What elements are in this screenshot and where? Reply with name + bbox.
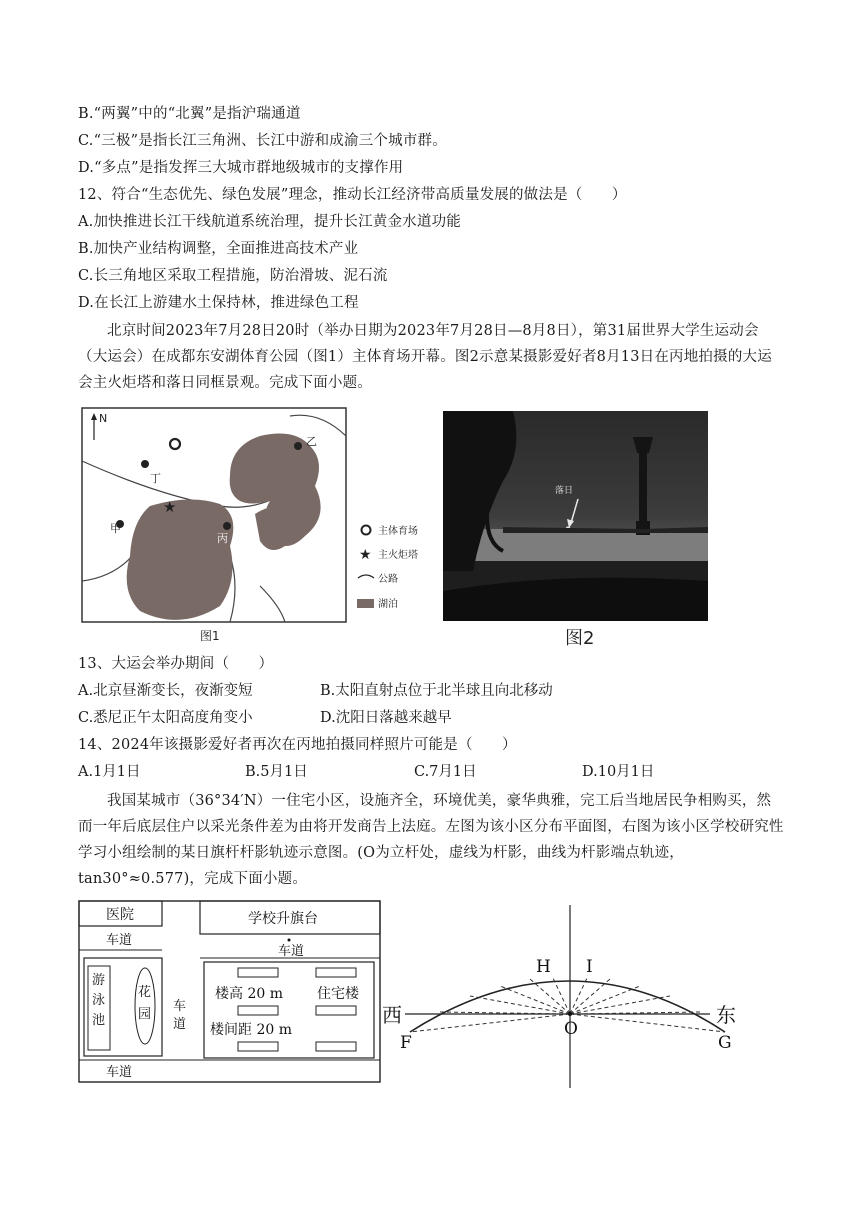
option-12-c: C.长三角地区采取工程措施，防治滑坡、泥石流	[78, 268, 388, 284]
legend-torch: 主火炬塔	[378, 550, 418, 561]
option-12-d: D.在长江上游建水土保持林，推进绿色工程	[78, 295, 359, 311]
place-jia: 甲	[110, 522, 121, 535]
building-height-label: 楼高 20 m	[215, 986, 283, 1002]
option-13-d: D.沈阳日落越来越早	[320, 710, 452, 726]
passage-universiade: 北京时间2023年7月28日20时（举办日期为2023年7月28日—8月8日），第31届世界大学生运动会（大运会）在成都东安湖体育公园（图1）主体育场开幕。图2示意某摄影爱好者8月13日在丙地拍摄的大运会主火炬塔和落日同框景观。完成下面小题。	[78, 323, 772, 391]
road-label-1: 车道	[106, 933, 133, 948]
legend-lake: 湖泊	[378, 599, 398, 610]
point-o-label: O	[564, 1019, 578, 1039]
figure-2-photo	[443, 411, 708, 647]
question-14-stem: 14、2024年该摄影爱好者再次在丙地拍摄同样照片可能是（ ）	[78, 737, 517, 753]
road-label-3: 车	[173, 999, 187, 1014]
option-14-c: C.7月1日	[414, 764, 477, 780]
building-label: 住宅楼	[317, 986, 359, 1002]
figure-shadow-trajectory	[380, 900, 760, 1090]
option-13-b: B.太阳直射点位于北半球且向北移动	[320, 683, 553, 699]
svg-text:★: ★	[359, 547, 372, 563]
option-11-b: B.“两翼”中的“北翼”是指沪瑞通道	[78, 106, 301, 122]
sunset-label: 落日	[555, 486, 574, 496]
question-13-stem: 13、大运会举办期间（ ）	[78, 656, 274, 672]
question-12-stem: 12、符合“生态优先、绿色发展”理念，推动长江经济带高质量发展的做法是（ ）	[78, 187, 627, 203]
figure-1-map	[80, 406, 435, 646]
passage-residential: 我国某城市（36°34′N）一住宅小区，设施齐全，环境优美，豪华典雅，完工后当地居民争相购买，然而一年后底层住户以采光条件差为由将开发商告上法庭。左图为该小区分布平面图，右图为该小区学校研究性学习小组绘制的某日旗杆杆影轨迹示意图。(O为立杆处，虚线为杆影，曲线为杆影端点轨迹，tan30°≈0.577)，完成下面小题。	[78, 793, 784, 887]
garden-label-2: 园	[138, 1007, 152, 1022]
option-11-d: D.“多点”是指发挥三大城市群地级城市的支撑作用	[78, 160, 404, 176]
torch-star-icon: ★	[163, 498, 177, 516]
place-ding: 丁	[150, 472, 161, 485]
road-label-2: 车道	[278, 944, 305, 959]
option-11-c: C.“三极”是指长江三角洲、长江中游和成渝三个城市群。	[78, 133, 447, 149]
building-gap-label: 楼间距 20 m	[210, 1022, 292, 1038]
pool-label-3: 池	[92, 1013, 106, 1028]
west-label: 西	[382, 1003, 402, 1027]
road-label-5: 车道	[106, 1065, 133, 1080]
point-i-label: I	[586, 957, 593, 977]
option-13-a: A.北京昼渐变长，夜渐变短	[78, 683, 253, 699]
option-14-d: D.10月1日	[582, 764, 655, 780]
option-12-b: B.加快产业结构调整，全面推进高技术产业	[78, 241, 359, 257]
garden-label-1: 花	[138, 985, 152, 1000]
figure-2-caption: 图2	[565, 628, 595, 647]
place-bing: 丙	[217, 532, 228, 545]
figure-residential-plan	[78, 900, 383, 1085]
flag-platform-label: 学校升旗台	[248, 911, 318, 927]
legend-stadium: 主体育场	[378, 526, 418, 537]
place-yi: 乙	[306, 435, 317, 448]
point-f-label: F	[400, 1033, 412, 1053]
option-13-c: C.悉尼正午太阳高度角变小	[78, 710, 253, 726]
option-14-a: A.1月1日	[78, 764, 141, 780]
option-14-b: B.5月1日	[245, 764, 308, 780]
hospital-label: 医院	[106, 907, 134, 923]
legend-road: 公路	[378, 574, 398, 585]
north-label: N	[99, 412, 108, 425]
east-label: 东	[716, 1003, 736, 1027]
pool-label-2: 泳	[92, 993, 106, 1008]
road-label-4: 道	[173, 1017, 187, 1032]
option-12-a: A.加快推进长江干线航道系统治理，提升长江黄金水道功能	[78, 214, 461, 230]
figure-1-caption: 图1	[200, 629, 220, 643]
point-g-label: G	[718, 1033, 732, 1053]
point-h-label: H	[536, 957, 551, 977]
pool-label-1: 游	[92, 973, 106, 988]
